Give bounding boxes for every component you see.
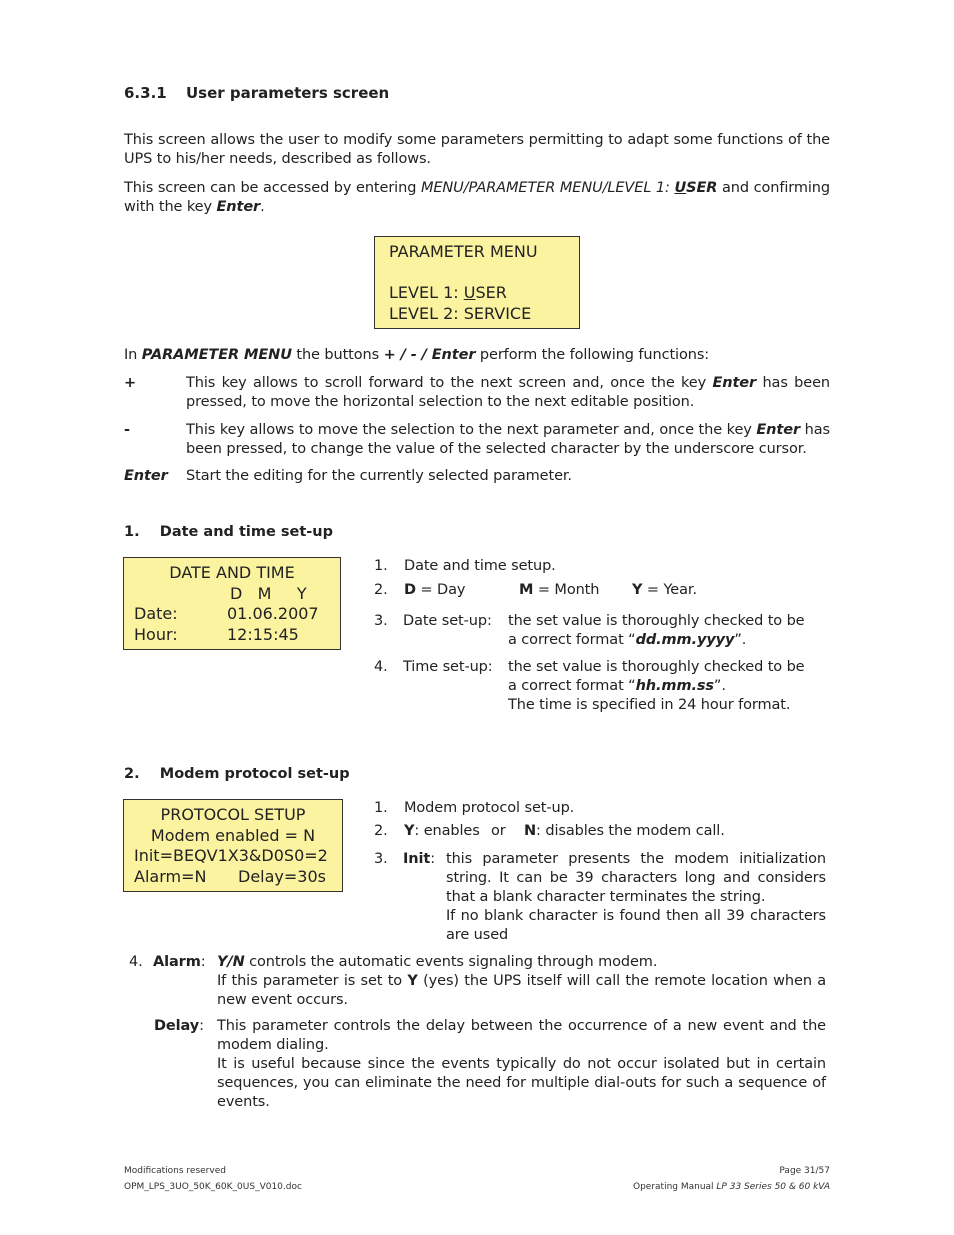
- text: :: [200, 954, 206, 970]
- lcd-line-1: PARAMETER MENU: [389, 242, 538, 261]
- lcd-date-row: [134, 604, 340, 625]
- text: has been pressed, to move the horizontal selection to the next editable position.: [186, 375, 830, 410]
- lcd-line-4: LEVEL 2: SERVICE: [389, 303, 532, 323]
- lcd-date-value: 01.06.2007: [227, 604, 319, 623]
- text: and confirming with the key: [124, 180, 831, 215]
- text: the set value is thoroughly checked to be a correct format “: [508, 659, 805, 694]
- menu-path: [421, 180, 717, 196]
- keys: + / - / Enter: [383, 347, 476, 363]
- text: The time is specified in 24 hour format.: [508, 697, 791, 713]
- enter-key-desc: Start the editing for the currently selected parameter.: [186, 468, 572, 484]
- lcd-dmy-text: D M Y: [230, 583, 307, 603]
- lcd-line-3: [389, 283, 579, 304]
- text: ”.: [713, 678, 726, 694]
- section-heading: [124, 84, 390, 102]
- intro-paragraph-1: This screen allows the user to modify some parameters permitting to adapt some functions of the UPS to his/her needs, described as follows.: [124, 132, 830, 167]
- delay-desc-2: It is useful because since the events typically do not occur isolated but in certain sequences, you can eliminate the need for multiple dial-outs for such a sequence of events.: [217, 1056, 826, 1110]
- menu-name: PARAMETER MENU: [141, 347, 292, 363]
- lcd-hour-value: 12:15:45: [227, 624, 299, 644]
- text: :: [430, 851, 436, 867]
- text: In: [124, 347, 142, 363]
- enter-key: Enter: [712, 375, 757, 391]
- delay-desc: [217, 1017, 826, 1112]
- date-item-2: [404, 581, 824, 600]
- alarm-yn: Y/N: [217, 954, 245, 970]
- text: :: [199, 1018, 204, 1034]
- alarm-label: [153, 953, 206, 972]
- lcd-date-label: Date:: [134, 604, 178, 623]
- text: If this parameter is set to: [217, 973, 408, 989]
- text: perform the following functions:: [475, 347, 710, 363]
- footer-manual: Operating Manual: [633, 1182, 717, 1192]
- text: This key allows to move the selection to the next parameter and, once the key: [186, 422, 757, 438]
- modem-protocol-lcd: [123, 799, 343, 892]
- minus-key-label: -: [124, 422, 130, 438]
- date-item-1-num: 1.: [374, 558, 388, 574]
- text: = Month: [533, 582, 600, 598]
- text: (yes) the UPS itself will call the remote location when a new event occurs.: [217, 973, 827, 1008]
- init-desc-1: this parameter presents the modem initialization string. It can be 39 characters long and considers that a blank character terminates the string.: [446, 851, 826, 905]
- enter-key: Enter: [216, 199, 261, 215]
- footer-page-number: Page 31/57: [779, 1166, 830, 1176]
- modem-item-4-num: 4.: [129, 954, 143, 970]
- date-item-3-label: Date set-up:: [403, 613, 492, 629]
- lcd-line-2: Modem enabled = N: [150, 825, 316, 845]
- alarm-label-text: Alarm: [153, 954, 201, 970]
- or-text: or: [491, 823, 506, 839]
- text: ”.: [734, 632, 747, 648]
- footer-left: [124, 1165, 302, 1193]
- footer-right: [633, 1165, 830, 1193]
- buttons-intro: [124, 346, 830, 365]
- lcd-delay: Delay=30s: [238, 866, 326, 886]
- text: controls the automatic events signaling through modem.: [244, 954, 658, 970]
- date-item-1: Date and time setup.: [404, 558, 556, 574]
- lcd-hour-label: Hour:: [134, 624, 178, 644]
- lcd-hour-row: [134, 625, 340, 646]
- alarm-desc: [217, 953, 826, 1010]
- intro-paragraph-2: [124, 179, 830, 217]
- minus-key-desc: [186, 421, 830, 459]
- text: the buttons: [291, 347, 384, 363]
- date-format: dd.mm.yyyy: [635, 632, 735, 648]
- modem-item-3-desc: [446, 850, 826, 945]
- modem-item-2-num: 2.: [374, 823, 388, 839]
- menu-path-underlined: U: [674, 180, 687, 196]
- date-item-3-desc: [508, 612, 808, 650]
- text: .: [260, 199, 265, 215]
- section-number: 6.3.1: [124, 84, 167, 102]
- lcd-text: LEVEL 1:: [389, 283, 464, 302]
- text: : enables: [414, 823, 480, 839]
- modem-item-1-num: 1.: [374, 800, 388, 816]
- init-desc-2: If no blank character is found then all 39 characters are used: [446, 908, 826, 943]
- text: = Year.: [642, 582, 697, 598]
- lcd-text: SER: [475, 283, 507, 302]
- modem-item-1: Modem protocol set-up.: [404, 800, 575, 816]
- lcd-line-3: Init=BEQV1X3&D0S0=2: [134, 846, 328, 865]
- year-key: Y: [632, 582, 643, 598]
- footer-modifications: Modifications reserved: [124, 1166, 226, 1176]
- parameter-menu-lcd: [374, 236, 580, 329]
- menu-path-text: MENU/PARAMETER MENU/LEVEL 1:: [420, 180, 675, 196]
- text: = Day: [415, 582, 466, 598]
- lcd-title: DATE AND TIME: [169, 563, 295, 582]
- modem-section-heading: 2. Modem protocol set-up: [124, 766, 350, 782]
- yes-key: Y: [404, 823, 415, 839]
- lcd-dmy: [134, 584, 340, 605]
- delay-desc-1: This parameter controls the delay between the occurrence of a new event and the modem dialing.: [217, 1018, 826, 1053]
- date-item-3-num: 3.: [374, 613, 388, 629]
- text: the set value is thoroughly checked to be a correct format “: [508, 613, 805, 648]
- time-format: hh.mm.ss: [635, 678, 714, 694]
- delay-label-text: Delay: [154, 1018, 200, 1034]
- text: This key allows to scroll forward to the next screen and, once the key: [186, 375, 713, 391]
- modem-item-3-label: [403, 850, 435, 869]
- footer-product: LP 33 Series 50 & 60 kVA: [716, 1182, 830, 1192]
- modem-item-3-num: 3.: [374, 851, 388, 867]
- date-item-4-desc: [508, 658, 808, 715]
- menu-path-user: SER: [686, 180, 718, 196]
- date-item-4-label: Time set-up:: [403, 659, 493, 675]
- footer-filename: OPM_LPS_3UO_50K_60K_0US_V010.doc: [124, 1182, 302, 1192]
- enter-key-label: Enter: [124, 468, 168, 484]
- text: This screen can be accessed by entering: [124, 180, 421, 196]
- section-title: User parameters screen: [186, 84, 390, 102]
- month-key: M: [519, 582, 534, 598]
- modem-item-2: [404, 822, 824, 841]
- plus-key-desc: [186, 374, 830, 412]
- date-section-heading: 1. Date and time set-up: [124, 524, 333, 540]
- lcd-line-4: [134, 867, 342, 888]
- no-key: N: [524, 823, 537, 839]
- enter-key: Enter: [756, 422, 801, 438]
- lcd-line-2: [389, 263, 579, 284]
- text: : disables the modem call.: [536, 823, 725, 839]
- day-key: D: [404, 582, 416, 598]
- init-label: Init: [403, 851, 431, 867]
- date-time-lcd: [123, 557, 341, 650]
- date-item-2-num: 2.: [374, 582, 388, 598]
- lcd-alarm: Alarm=N: [134, 866, 207, 886]
- lcd-cursor: U: [463, 283, 476, 302]
- lcd-line-1: PROTOCOL SETUP: [160, 805, 306, 824]
- plus-key-label: +: [124, 375, 137, 391]
- delay-label: [154, 1017, 204, 1036]
- date-item-4-num: 4.: [374, 659, 388, 675]
- yes-key: Y: [407, 973, 418, 989]
- text: has been pressed, to change the value of the selected character by the underscore cursor.: [186, 422, 830, 457]
